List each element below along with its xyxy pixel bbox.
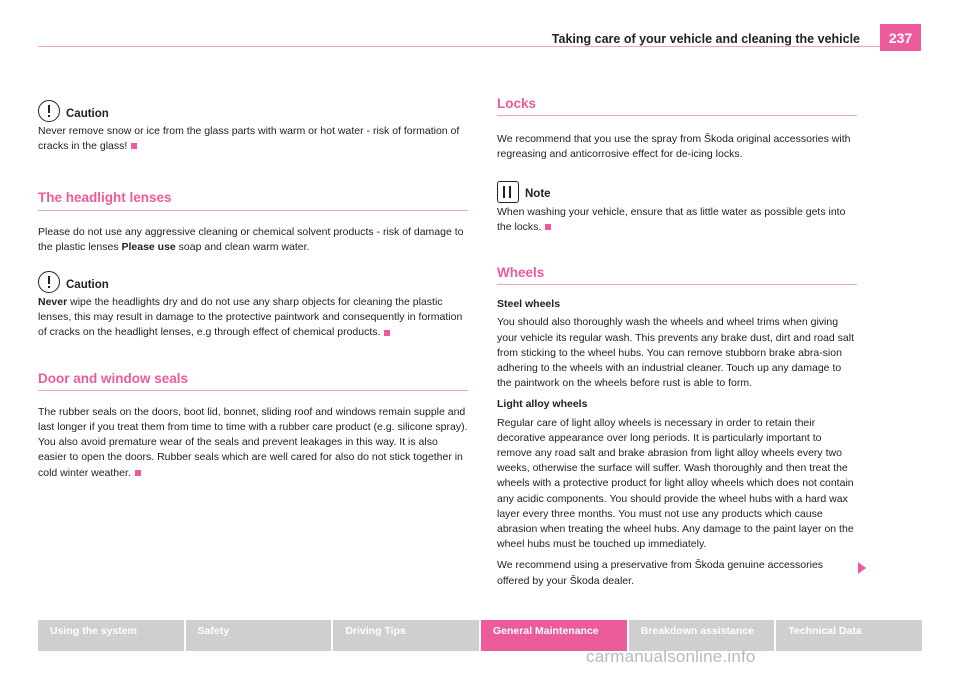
right-column [497,92,857,589]
seals-text: The rubber seals on the doors, boot lid, bonnet, sliding roof and windows remain supple and last longer if you treat them from time to time with a rubber care product (e.g. silicone spray). You also avoid premature wear of the seals and prevent leakages in this way. It is also easier to open the doors. Rubber seals which are well cared for also do not stick together in cold winter weather. [38,405,468,479]
footer-tab-technical-data[interactable]: Technical Data [776,620,922,651]
note-label: Note [525,188,551,201]
caution-heading [38,92,468,122]
note-icon [497,181,519,203]
alloy-wheels-text: Regular care of light alloy wheels is necessary in order to retain their decorative appearance over long periods. It is particularly important to remove any road salt and brake abrasion from light alloy wheels every two weeks, otherwise the surface will suffer. Wash thoroughly and then treat the wheels with a protective product for light alloy wheels which does not contain any acidic components. You should provide the wheel hubs with a hard wax layer every three months. You must not use any products which cause abrasion when treating the wheel hubs. Any damage to the paint layer on the wheel hubs must be touched up immediately. [497,416,854,551]
end-mark-icon [384,330,390,336]
caution-label: Caution [66,107,109,120]
section-heading-headlight-lenses: The headlight lenses [38,190,468,210]
section-heading-door-seals: Door and window seals [38,371,468,391]
note-text: When washing your vehicle, ensure that as little water as possible gets into the locks. [497,205,846,233]
footer-tab-general-maintenance[interactable]: General Maintenance [481,620,627,651]
watermark: carmanualsonline.info [586,647,756,666]
page-number: 237 [880,24,921,50]
end-mark-icon [131,143,137,149]
footer-tab-using-the-system[interactable]: Using the system [38,620,184,651]
caution-icon [38,100,60,122]
end-mark-icon [135,470,141,476]
footer-nav [38,620,922,651]
steel-wheels-text: You should also thoroughly wash the wheels and wheel trims when giving your vehicle its regular wash. This prevents any brake dust, dirt and road salt from sticking to the wheel hubs. You can remove stubborn brake abra-sion adhering to the wheels with an industrial cleaner. Touch up any damage to the paintwork on the wheels before rust is able to form. [497,316,854,390]
caution-text: Never wipe the headlights dry and do not use any sharp objects for cleaning the plastic lenses, this may result in damage to the protective paintwork and consequently in formation of cracks on the headlight lenses, e.g through effect of chemical products. [38,296,463,339]
subheading-light-alloy-wheels: Light alloy wheels [497,398,588,411]
end-mark-icon [545,224,551,230]
left-column [38,92,468,481]
preservative-text: We recommend using a preservative from Škoda genuine accessories offered by your Škoda dealer. [497,559,824,587]
subheading-steel-wheels: Steel wheels [497,298,561,311]
next-page-arrow-icon[interactable] [858,562,866,574]
note-heading [497,173,857,203]
footer-tab-driving-tips[interactable]: Driving Tips [333,620,479,651]
footer-tab-breakdown-assistance[interactable]: Breakdown assistance [629,620,775,651]
page-header-title: Taking care of your vehicle and cleaning the vehicle [551,32,860,46]
section-heading-locks: Locks [497,96,857,116]
section-heading-wheels: Wheels [497,265,857,285]
caution-label: Caution [66,278,109,291]
header-divider [38,46,880,47]
caution-text: Never remove snow or ice from the glass parts with warm or hot water - risk of formation of cracks in the glass! [38,125,460,153]
caution-icon [38,271,60,293]
headlight-text: Please do not use any aggressive cleaning or chemical solvent products - risk of damage to the plastic lenses Please use soap and clean warm water. [38,225,464,253]
footer-tab-safety[interactable]: Safety [186,620,332,651]
caution-heading [38,263,468,293]
header-divider-accent [880,50,921,51]
locks-text: We recommend that you use the spray from Škoda original accessories with regreasing and anticorrosive effect for de-icing locks. [497,133,851,161]
